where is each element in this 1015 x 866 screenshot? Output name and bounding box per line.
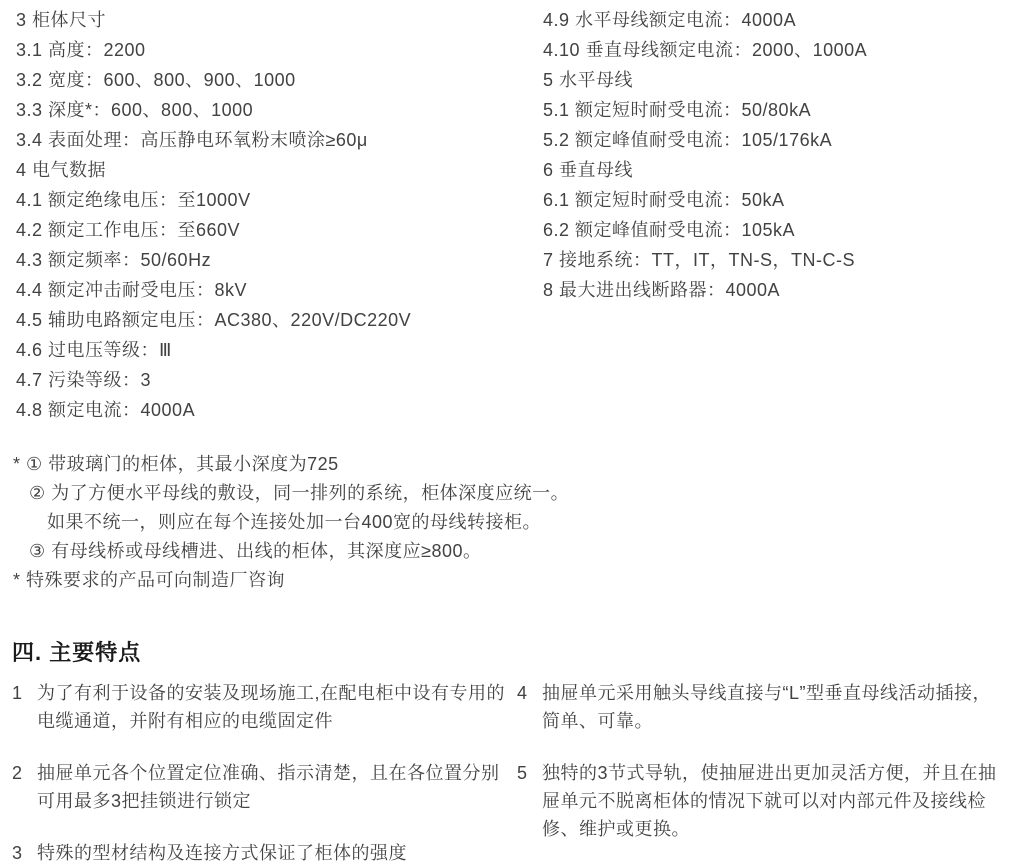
feature-text: 为了有利于设备的安装及现场施工,在配电柜中设有专用的电缆通道，并附有相应的电缆固定件 [37, 683, 505, 731]
footnote-line: ③ 有母线桥或母线槽进、出线的柜体，其深度应≥800。 [29, 541, 482, 561]
spec-line: 6 垂直母线 [543, 160, 634, 180]
spec-line: 4.6 过电压等级：Ⅲ [16, 340, 172, 360]
spec-line: 4.9 水平母线额定电流：4000A [543, 10, 797, 30]
spec-line: 5.2 额定峰值耐受电流：105/176kA [543, 130, 833, 150]
footnote-line: * 特殊要求的产品可向制造厂咨询 [13, 570, 286, 590]
spec-line: 4 电气数据 [16, 160, 107, 180]
feature-number: 3 [12, 843, 23, 863]
spec-line: 4.10 垂直母线额定电流：2000、1000A [543, 40, 868, 60]
spec-line: 4.1 额定绝缘电压：至1000V [16, 190, 251, 210]
spec-list-left [16, 5, 411, 425]
feature-text: 抽屉单元采用触头导线直接与“L”型垂直母线活动插接，简单、可靠。 [542, 683, 991, 731]
feature-number: 4 [517, 683, 528, 703]
spec-line: 6.2 额定峰值耐受电流：105kA [543, 220, 796, 240]
spec-line: 4.5 辅助电路额定电压：AC380、220V/DC220V [16, 310, 412, 330]
spec-line: 3.1 高度：2200 [16, 40, 146, 60]
feature-number: 2 [12, 763, 23, 783]
feature-item [517, 679, 1009, 735]
feature-number: 1 [12, 683, 23, 703]
footnote-line: * ① 带玻璃门的柜体，其最小深度为725 [13, 454, 339, 474]
spec-line: 5 水平母线 [543, 70, 634, 90]
feature-text: 独特的3节式导轨，使抽屉进出更加灵活方便，并且在抽屉单元不脱离柜体的情况下就可以对内部元件及接线检修、维护或更换。 [542, 763, 997, 839]
footnotes-block [13, 450, 569, 595]
feature-item [12, 759, 508, 815]
spec-line: 3 柜体尺寸 [16, 10, 107, 30]
spec-line: 3.2 宽度：600、800、900、1000 [16, 70, 296, 90]
footnote-line: 如果不统一，则应在每个连接处加一台400宽的母线转接柜。 [47, 512, 542, 532]
feature-text: 抽屉单元各个位置定位准确、指示清楚，且在各位置分别可用最多3把挂锁进行锁定 [37, 763, 500, 811]
spec-line: 4.2 额定工作电压：至660V [16, 220, 241, 240]
feature-item [12, 679, 508, 735]
footnote-line: ② 为了方便水平母线的敷设，同一排列的系统，柜体深度应统一。 [29, 483, 570, 503]
spec-list-right [543, 5, 867, 305]
features-list-left [12, 679, 508, 866]
spec-line: 4.3 额定频率：50/60Hz [16, 250, 212, 270]
features-section-heading: 四. 主要特点 [12, 640, 142, 665]
spec-line: 8 最大进出线断路器：4000A [543, 280, 781, 300]
spec-line: 5.1 额定短时耐受电流：50/80kA [543, 100, 812, 120]
spec-line: 4.7 污染等级：3 [16, 370, 152, 390]
spec-line: 4.4 额定冲击耐受电压：8kV [16, 280, 248, 300]
feature-text: 特殊的型材结构及连接方式保证了柜体的强度 [37, 843, 407, 863]
feature-item [517, 759, 1009, 843]
features-list-right [517, 679, 1009, 866]
spec-line: 7 接地系统：TT，IT，TN-S，TN-C-S [543, 250, 855, 270]
spec-line: 4.8 额定电流：4000A [16, 400, 196, 420]
feature-item [12, 839, 508, 866]
spec-line: 3.4 表面处理：高压静电环氧粉末喷涂≥60μ [16, 130, 368, 150]
spec-line: 3.3 深度*：600、800、1000 [16, 100, 254, 120]
feature-number: 5 [517, 763, 528, 783]
spec-line: 6.1 额定短时耐受电流：50kA [543, 190, 785, 210]
